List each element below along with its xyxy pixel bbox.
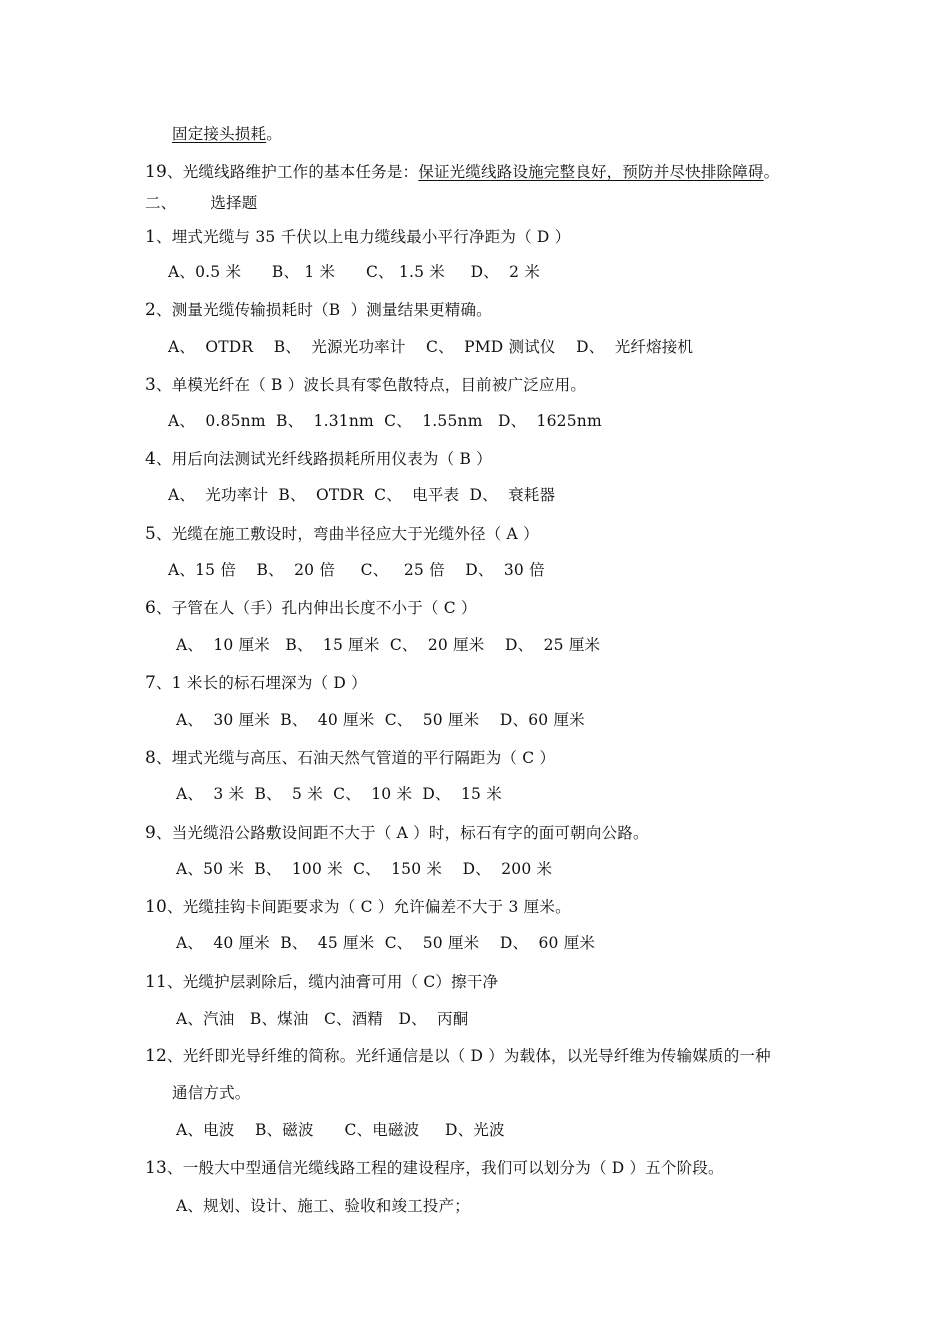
question-number: 7 <box>145 673 157 693</box>
question-number: 19 <box>145 162 168 182</box>
question-3-options: A、 0.85nm B、 1.31nm C、 1.55nm D、 1625nm <box>168 412 602 430</box>
section-label: 二、 <box>145 194 177 212</box>
question-4 <box>145 448 492 470</box>
question-text: 、单模光纤在（ B ）波长具有零色散特点，目前被广泛应用。 <box>156 376 587 394</box>
previous-item-continuation: 固定接头损耗。 <box>172 125 282 143</box>
question-number: 11 <box>145 972 168 992</box>
question-number: 8 <box>145 748 157 768</box>
question-text: 、光纤即光导纤维的简称。光纤通信是以（ D ）为载体，以光导纤维为传输媒质的一种 <box>167 1047 771 1065</box>
question-4-options: A、 光功率计 B、 OTDR C、 电平表 D、 衰耗器 <box>168 486 556 504</box>
question-12 <box>145 1045 771 1067</box>
question-3 <box>145 374 586 396</box>
question-text: 、测量光缆传输损耗时（B ）测量结果更精确。 <box>156 301 492 319</box>
question-2-options: A、 OTDR B、 光源光功率计 C、 PMD 测试仪 D、 光纤熔接机 <box>168 338 694 356</box>
question-text: 、子管在人（手）孔内伸出长度不小于（ C ） <box>156 599 477 617</box>
question-9 <box>145 822 649 844</box>
question-number: 1 <box>145 227 157 247</box>
question-number: 6 <box>145 598 157 618</box>
question-number: 4 <box>145 449 157 469</box>
question-1 <box>145 226 570 248</box>
question-number: 10 <box>145 897 168 917</box>
question-2 <box>145 299 492 321</box>
question-9-options: A、50 米 B、 100 米 C、 150 米 D、 200 米 <box>176 860 553 878</box>
question-text: 、光缆线路维护工作的基本任务是： <box>167 163 419 181</box>
question-text: 、光缆挂钩卡间距要求为（ C ）允许偏差不大于 3 厘米。 <box>167 898 571 916</box>
question-5-options: A、15 倍 B、 20 倍 C、 25 倍 D、 30 倍 <box>168 561 545 579</box>
question-1-options: A、0.5 米 B、 1 米 C、 1.5 米 D、 2 米 <box>168 263 541 281</box>
section-title: 选择题 <box>210 194 258 212</box>
question-7-options: A、 30 厘米 B、 40 厘米 C、 50 厘米 D、60 厘米 <box>176 711 585 729</box>
question-8-options: A、 3 米 B、 5 米 C、 10 米 D、 15 米 <box>176 785 502 803</box>
question-text: 、用后向法测试光纤线路损耗所用仪表为（ B ） <box>156 450 492 468</box>
question-12-options: A、电波 B、磁波 C、电磁波 D、光波 <box>176 1121 505 1139</box>
question-text: 、光缆在施工敷设时，弯曲半径应大于光缆外径（ A ） <box>156 525 539 543</box>
question-number: 3 <box>145 375 157 395</box>
question-10 <box>145 896 571 918</box>
question-number: 12 <box>145 1046 168 1066</box>
question-text: 、埋式光缆与高压、石油天然气管道的平行隔距为（ C ） <box>156 749 556 767</box>
question-6-options: A、 10 厘米 B、 15 厘米 C、 20 厘米 D、 25 厘米 <box>176 636 601 654</box>
question-5 <box>145 523 539 545</box>
section-heading <box>145 192 258 214</box>
question-10-options: A、 40 厘米 B、 45 厘米 C、 50 厘米 D、 60 厘米 <box>176 934 596 952</box>
question-11 <box>145 971 498 993</box>
question-12-continuation: 通信方式。 <box>172 1084 251 1102</box>
fill-in-question-19: 19、光缆线路维护工作的基本任务是：保证光缆线路设施完整良好，预防并尽快排除障碍。 <box>145 162 780 182</box>
question-6 <box>145 597 477 619</box>
question-text: 、当光缆沿公路敷设间距不大于（ A ）时，标石有字的面可朝向公路。 <box>156 824 649 842</box>
question-text: 、埋式光缆与 35 千伏以上电力缆线最小平行净距为（ D ） <box>156 228 571 246</box>
question-13-option-a: A、规划、设计、施工、验收和竣工投产； <box>176 1197 470 1215</box>
question-text: 、一般大中型通信光缆线路工程的建设程序，我们可以划分为（ D ）五个阶段。 <box>167 1159 724 1177</box>
question-7 <box>145 672 367 694</box>
question-number: 5 <box>145 524 157 544</box>
question-text: 、光缆护层剥除后，缆内油膏可用（ C）擦干净 <box>167 973 499 991</box>
question-13 <box>145 1157 724 1179</box>
question-8 <box>145 747 555 769</box>
question-number: 13 <box>145 1158 168 1178</box>
question-number: 2 <box>145 300 157 320</box>
question-number: 9 <box>145 823 157 843</box>
fill-in-answer: 保证光缆线路设施完整良好，预防并尽快排除障碍 <box>418 163 764 181</box>
fill-in-answer: 固定接头损耗 <box>172 125 267 143</box>
question-text: 、1 米长的标石埋深为（ D ） <box>156 674 367 692</box>
question-11-options: A、汽油 B、煤油 C、酒精 D、 丙酮 <box>176 1010 469 1028</box>
